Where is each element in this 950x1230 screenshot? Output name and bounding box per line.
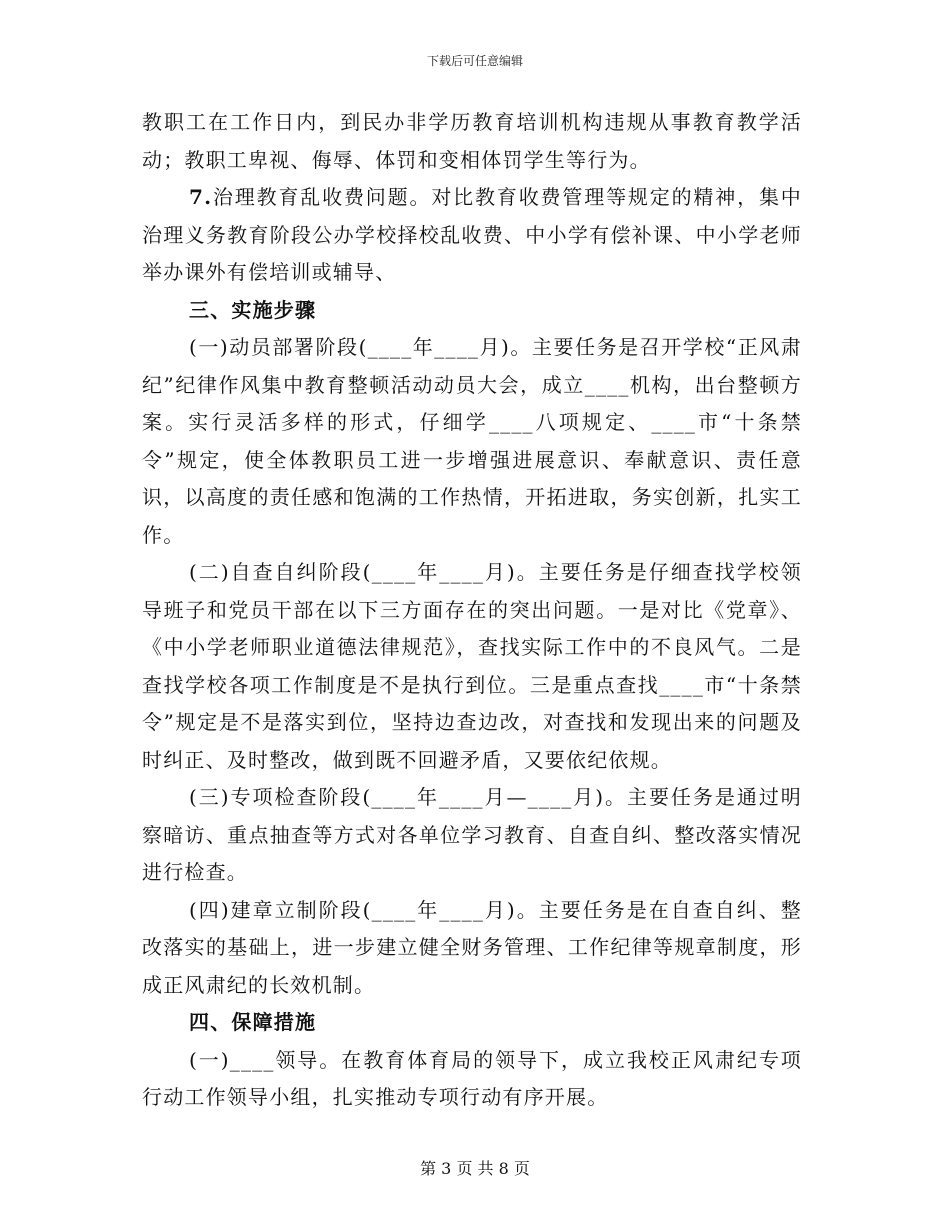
item-7-text: 治理教育乱收费问题。对比教育收费管理等规定的精神，集中治理义务教育阶段公办学校择校乱收费、中小学有偿补课、中小学老师举办课外有偿培训或辅导、 [142,185,802,284]
paragraph-stage-3: (三)专项检查阶段(____年____月—____月)。主要任务是通过明察暗访、重点抽查等方式对各单位学习教育、自查自纠、整改落实情况进行检查。 [142,785,802,884]
paragraph-item-7 [142,179,802,292]
item-number: 7. [189,185,213,209]
document-body [142,104,802,1117]
section-heading-implementation-steps: 三、实施步骤 [189,297,317,322]
paragraph-stage-1: (一)动员部署阶段(____年____月)。主要任务是召开学校“正风肃纪”纪律作风集中教育整顿活动动员大会，成立____机构，出台整顿方案。实行灵活多样的形式，仔细学____八项规定、____市“十条禁令”规定，使全体教职员工进一步增强进展意识、奉献意识、责任意识，以高度的责任感和饱满的工作热情，开拓进取，务实创新，扎实工作。 [142,335,802,547]
section-heading-safeguards: 四、保障措施 [189,1010,317,1034]
page-header: 下载后可任意编辑 [426,54,523,68]
paragraph-continuation: 教职工在工作日内，到民办非学历教育培训机构违规从事教育教学活动；教职工卑视、侮辱、体罚和变相体罚学生等行为。 [142,110,802,172]
paragraph-stage-4: (四)建章立制阶段(____年____月)。主要任务是在自查自纠、整改落实的基础上，进一步建立健全财务管理、工作纪律等规章制度，形成正风肃纪的长效机制。 [142,897,802,997]
paragraph-safeguard-1: (一)____领导。在教育体育局的领导下，成立我校正风肃纪专项行动工作领导小组，扎实推动专项行动有序开展。 [142,1047,802,1109]
page-footer: 第 3 页 共 8 页 [420,1159,530,1178]
paragraph-stage-2: (二)自查自纠阶段(____年____月)。主要任务是仔细查找学校领导班子和党员干部在以下三方面存在的突出问题。一是对比《党章》、《中小学老师职业道德法律规范》，查找实际工作中的不良风气。二是查找学校各项工作制度是不是执行到位。三是重点查找____市“十条禁令”规定是不是落实到位，坚持边查边改，对查找和发现出来的问题及时纠正、及时整改，做到既不回避矛盾，又要依纪依规。 [142,560,802,772]
